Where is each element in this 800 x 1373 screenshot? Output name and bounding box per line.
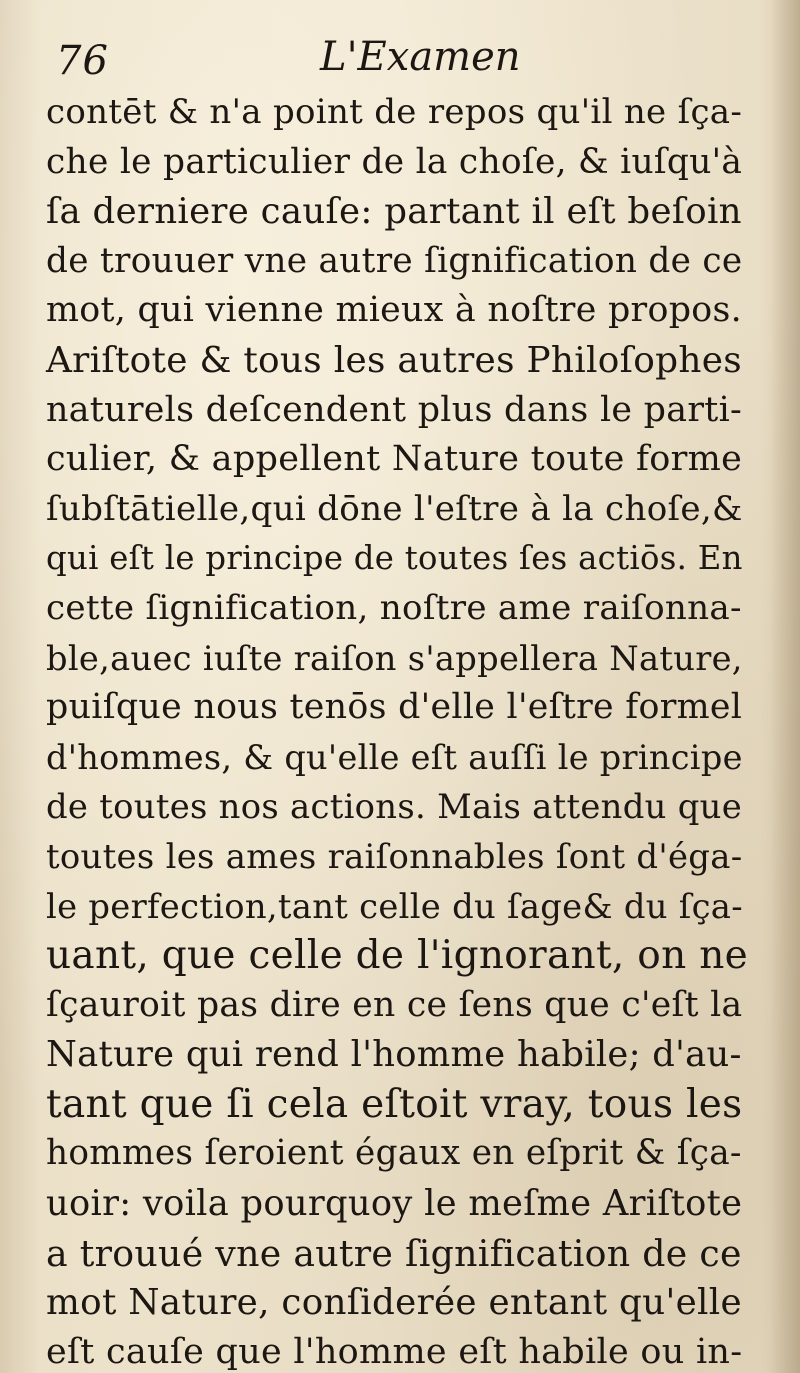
text-line: culier, & appellent Nature toute forme <box>46 439 743 480</box>
text-line: le perfection,tant celle du ſage& du ſça- <box>46 886 743 926</box>
text-line: Ariſtote & tous les autres Philoſophes <box>46 339 742 381</box>
text-line: hommes ſeroient égaux en eſprit & ſça- <box>46 1133 742 1174</box>
text-line: ſubſtātielle,qui dōne l'eſtre à la choſe,& <box>46 488 743 529</box>
text-line: ſçauroit pas dire en ce ſens que c'eſt la <box>46 984 743 1025</box>
text-line: contēt & n'a point de repos qu'il ne ſça- <box>46 92 743 132</box>
text-line: de toutes nos actions. Mais attendu que <box>46 787 743 827</box>
text-line: uoir: voila pourquoy le meſme Ariſtote <box>46 1183 743 1225</box>
text-line: de trouuer vne autre ſignification de ce <box>46 240 743 281</box>
text-line: tant que ſi cela eſtoit vray, tous les <box>46 1081 743 1127</box>
text-line: mot Nature, conſiderée entant qu'elle <box>46 1282 742 1324</box>
page-edge-shadow <box>770 0 800 1373</box>
text-line: qui eſt le principe de toutes ſes actiōs. En <box>46 539 743 578</box>
page-number: 76 <box>56 38 109 84</box>
text-line: ble,auec iuſte raiſon s'appellera Nature, <box>46 638 743 678</box>
text-line: toutes les ames raiſonnables ſont d'éga- <box>46 836 743 876</box>
body-text <box>46 88 748 1373</box>
text-line: d'hommes, & qu'elle eſt auſſi le principe <box>46 737 743 777</box>
text-line: eſt cauſe que l'homme eſt habile ou in- <box>46 1331 743 1372</box>
text-line: che le particulier de la choſe, & iuſqu'à <box>46 141 743 182</box>
text-line: mot, qui vienne mieux à noſtre propos. <box>46 290 743 331</box>
text-line: ſa derniere cauſe: partant il eſt beſoin <box>46 191 742 233</box>
text-line: uant, que celle de l'ignorant, on ne <box>46 933 749 979</box>
text-line: naturels deſcendent plus dans le parti- <box>46 389 743 430</box>
text-line: a trouué vne autre ſignification de ce <box>46 1231 742 1275</box>
running-head: L'Examen <box>320 34 521 80</box>
text-line: puiſque nous tenōs d'elle l'eſtre formel <box>46 687 743 728</box>
text-line: Nature qui rend l'homme habile; d'au- <box>46 1034 742 1076</box>
text-line: cette ſignification, noſtre ame raiſonna- <box>46 587 742 628</box>
